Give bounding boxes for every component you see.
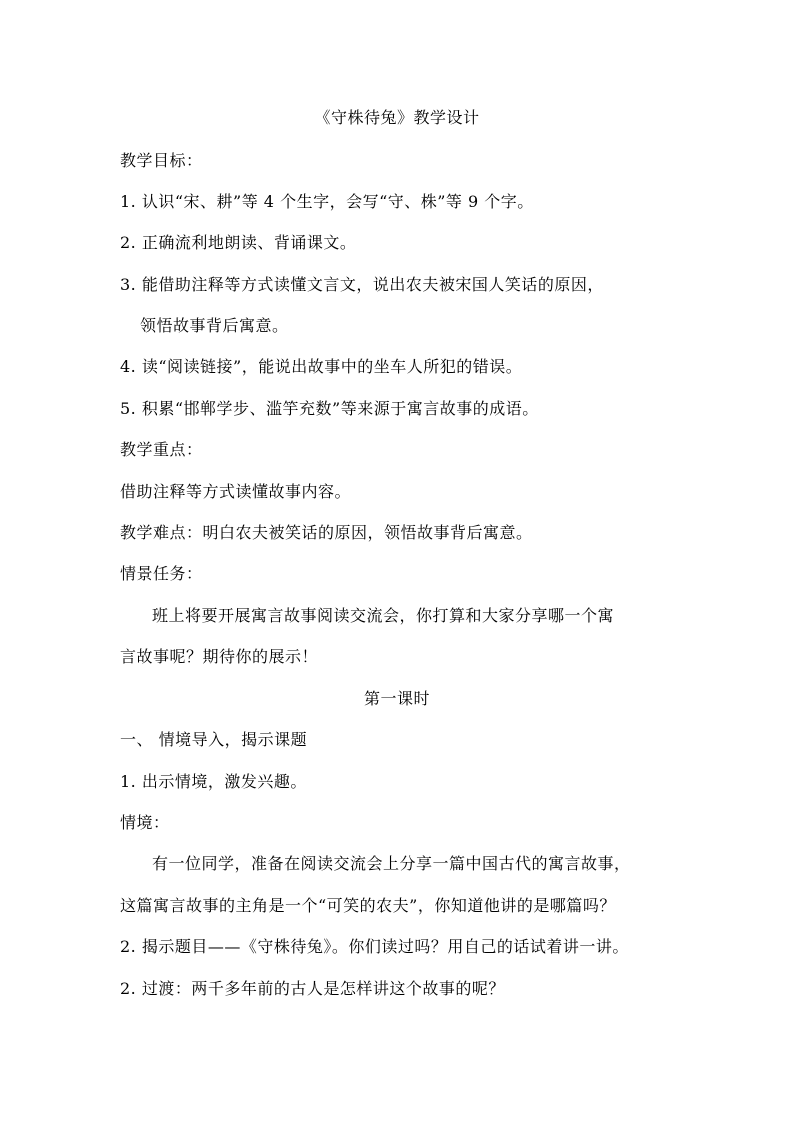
key-points-heading: 教学重点： [120, 440, 203, 459]
goal-item-1: 1. 认识“宋、耕”等 4 个生字，会写“守、株”等 9 个字。 [120, 192, 534, 211]
task-line-2: 言故事呢？期待你的展示！ [120, 647, 319, 666]
scenario-line-1: 有一位同学，准备在阅读交流会上分享一篇中国古代的寓言故事， [152, 854, 631, 873]
goal-item-3-continuation: 领悟故事背后寓意。 [140, 316, 289, 335]
task-heading: 情景任务： [120, 564, 203, 583]
lesson-title: 第一课时 [363, 689, 430, 708]
section-1-heading: 一、 情境导入，揭示课题 [120, 730, 308, 749]
step-2: 2. 揭示题目——《守株待兔》。你们读过吗？用自己的话试着讲一讲。 [120, 937, 629, 956]
difficulty-text: 教学难点：明白农夫被笑话的原因，领悟故事背后寓意。 [120, 523, 533, 542]
goal-item-4: 4. 读“阅读链接”，能说出故事中的坐车人所犯的错误。 [120, 357, 523, 376]
scenario-heading: 情境： [120, 813, 170, 832]
goal-item-2: 2. 正确流利地朗读、背诵课文。 [120, 233, 357, 252]
task-line-1: 班上将要开展寓言故事阅读交流会，你打算和大家分享哪一个寓 [152, 606, 615, 625]
scenario-line-2: 这篇寓言故事的主角是一个“可笑的农夫”，你知道他讲的是哪篇吗？ [120, 896, 616, 915]
step-1: 1. 出示情境，激发兴趣。 [120, 772, 307, 791]
key-points-text: 借助注释等方式读懂故事内容。 [120, 482, 352, 501]
step-3: 2. 过渡：两千多年前的古人是怎样讲这个故事的呢？ [120, 979, 505, 998]
goal-item-3: 3. 能借助注释等方式读懂文言文，说出农夫被宋国人笑话的原因， [120, 275, 604, 294]
document-title: 《守株待兔》教学设计 [314, 108, 480, 127]
goals-heading: 教学目标： [120, 151, 203, 170]
goal-item-5: 5. 积累“邯郸学步、滥竽充数”等来源于寓言故事的成语。 [120, 399, 539, 418]
